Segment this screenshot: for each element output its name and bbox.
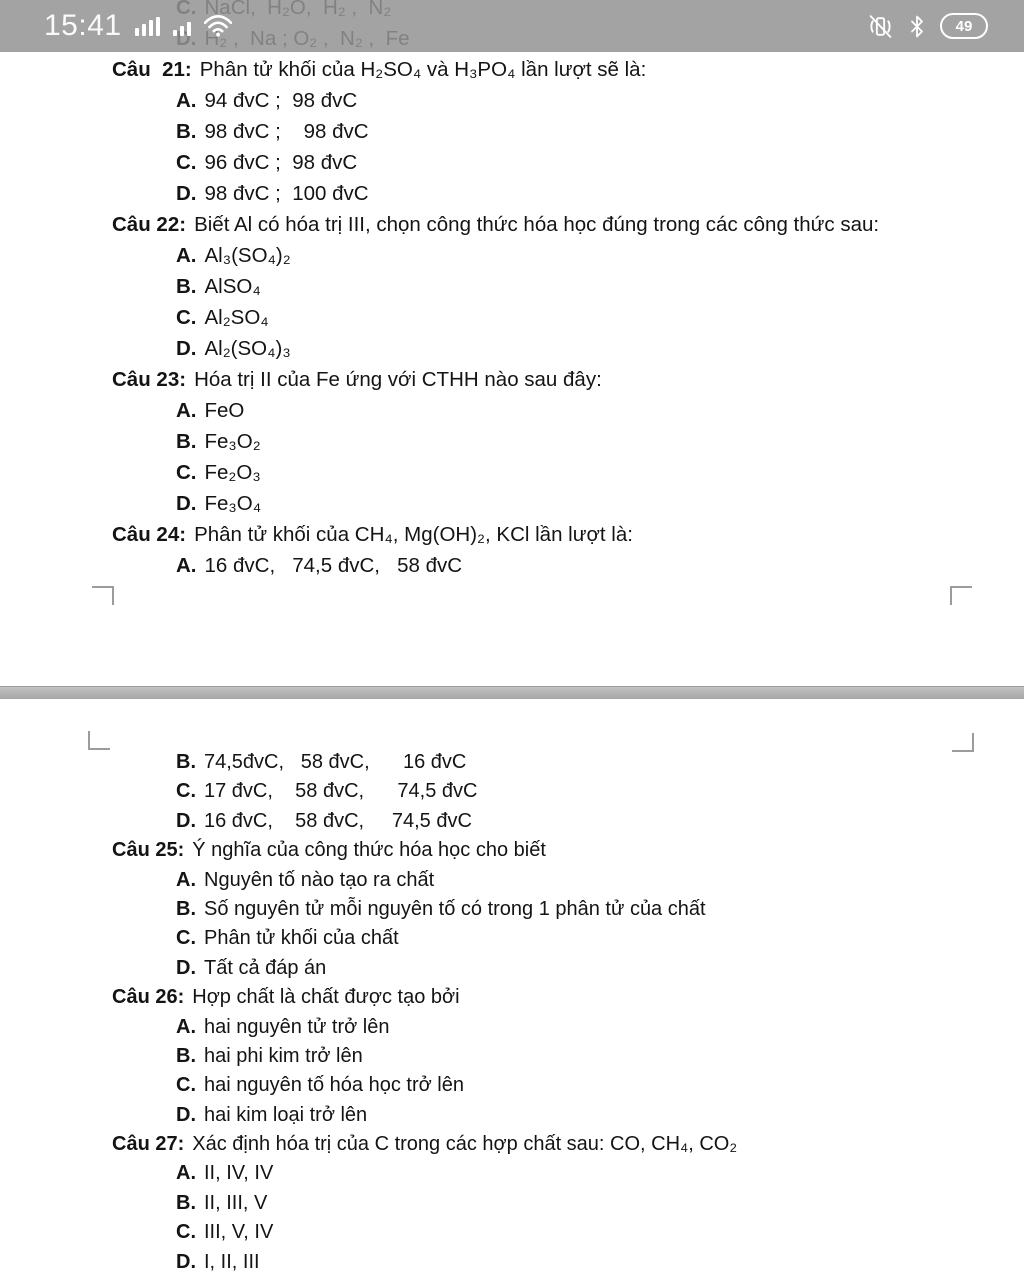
option-text: Al₂(SO₄)₃ [204,337,291,360]
option-line [0,1189,1024,1218]
option-line [0,1042,1024,1071]
option-text: III, V, IV [204,1221,274,1244]
question-number: Câu 22: [112,213,187,236]
option-line [0,1159,1024,1188]
option-letter: D. [176,956,196,979]
option-letter: A. [176,1162,196,1185]
status-left-cluster [44,9,232,43]
option-letter: D. [176,492,197,515]
option-letter: B. [176,751,196,773]
option-line [0,457,1024,488]
option-line [0,426,1024,457]
status-right-cluster [867,13,988,39]
option-line [0,807,1024,836]
question-line [0,209,1024,240]
option-text: AlSO₄ [204,275,261,298]
option-letter: B. [176,275,197,298]
option-letter: A. [176,868,196,891]
vibrate-mute-icon [867,14,894,39]
option-text: 16 đvC, 58 đvC, 74,5 đvC [204,809,472,832]
option-letter: C. [176,461,197,484]
option-letter: B. [176,430,197,453]
option-text: hai phi kim trở lên [204,1044,363,1067]
option-text: Số nguyên tử mỗi nguyên tố có trong 1 phân tử của chất [204,897,706,920]
question-number: Câu 25: [112,839,185,862]
option-letter: D. [176,1250,196,1273]
option-letter: A. [176,399,197,422]
option-letter: D. [176,1103,196,1126]
question-text: Phân tử khối của H₂SO₄ và H₃PO₄ lần lượt sẽ là: [199,58,647,81]
option-text: hai nguyên tử trở lên [204,1015,390,1038]
option-text: Tất cả đáp án [204,956,327,979]
option-letter: C. [176,1074,196,1097]
option-text: Al₃(SO₄)₂ [204,244,291,267]
signal-bars-2-icon [173,16,191,36]
option-line [0,1248,1024,1277]
option-text: 17 đvC, 58 đvC, 74,5 đvC [204,780,478,803]
question-text: Biết Al có hóa trị III, chọn công thức hóa học đúng trong các công thức sau: [194,213,880,236]
option-line [0,895,1024,924]
question-number: Câu 24: [112,523,187,546]
question-number: Câu 27: [112,1133,185,1156]
option-text: Nguyên tố nào tạo ra chất [204,868,435,891]
question-line [0,983,1024,1012]
option-line [0,271,1024,302]
option-text: 94 đvC ; 98 đvC [204,89,358,112]
option-letter: C. [176,780,196,803]
option-text: 98 đvC ; 98 đvC [204,120,369,143]
option-line [0,333,1024,364]
option-letter: D. [176,337,197,360]
option-text: 98 đvC ; 100 đvC [204,182,369,205]
option-text: II, III, V [204,1191,268,1214]
option-text: 74,5đvC, 58 đvC, 16 đvC [204,751,467,773]
option-text: Phân tử khối của chất [204,927,399,950]
option-letter: A. [176,244,197,267]
option-line [0,1218,1024,1247]
option-line [0,302,1024,333]
option-line [0,395,1024,426]
question-text: Phân tử khối của CH₄, Mg(OH)₂, KCl lần lượt là: [194,523,633,546]
option-letter: B. [176,897,196,920]
question-text: Hóa trị II của Fe ứng với CTHH nào sau đây: [194,368,602,391]
option-line [0,866,1024,895]
option-letter: C. [176,151,197,174]
option-line [0,1101,1024,1130]
option-text: hai nguyên tố hóa học trở lên [204,1074,464,1097]
option-text: Fe₃O₄ [204,492,262,515]
option-letter: B. [176,120,197,143]
question-line [0,364,1024,395]
page-divider [0,686,1024,699]
option-line [0,116,1024,147]
option-line [0,954,1024,983]
option-line [0,147,1024,178]
option-text: Fe₂O₃ [204,461,261,484]
option-text: I, II, III [204,1250,260,1273]
option-letter: B. [176,1191,196,1214]
option-line [0,777,1024,806]
option-line [0,178,1024,209]
clock: 15:41 [44,9,122,42]
option-line [0,1013,1024,1042]
option-text: Al₂SO₄ [204,306,269,329]
option-text: hai kim loại trở lên [204,1103,368,1126]
question-text: Xác định hóa trị của C trong các hợp chất sau: CO, CH₄, CO₂ [192,1133,738,1156]
option-line [0,240,1024,271]
option-line [0,488,1024,519]
question-line [0,54,1024,85]
option-text: FeO [204,399,245,422]
question-line [0,1130,1024,1159]
question-number: Câu 21: [112,58,192,81]
option-text: 16 đvC, 74,5 đvC, 58 đvC [204,554,463,577]
option-text: Fe₃O₂ [204,430,261,453]
scanned-page-2 [0,748,1024,1277]
question-number: Câu 26: [112,986,185,1009]
option-letter: A. [176,554,197,577]
option-letter: D. [176,809,196,832]
option-letter: C. [176,927,196,950]
question-number: Câu 23: [112,368,187,391]
question-text: Hợp chất là chất được tạo bởi [192,986,460,1009]
question-text: Ý nghĩa của công thức hóa học cho biết [192,839,546,862]
bluetooth-icon [909,15,925,38]
signal-bars-icon [135,16,160,36]
scanned-page-1 [0,0,1024,581]
crop-mark [92,586,114,605]
option-letter: D. [176,182,197,205]
option-line [0,550,1024,581]
crop-mark [950,586,972,605]
battery-indicator: 49 [940,13,988,39]
option-letter: C. [176,306,197,329]
option-line [0,748,1024,777]
option-letter: A. [176,1015,196,1038]
option-line [0,85,1024,116]
option-text: II, IV, IV [204,1162,274,1185]
option-letter: A. [176,89,197,112]
question-line [0,519,1024,550]
wifi-icon [204,15,232,37]
option-line [0,924,1024,953]
option-letter: B. [176,1044,196,1067]
option-text: 96 đvC ; 98 đvC [204,151,358,174]
question-line [0,836,1024,865]
option-line [0,1071,1024,1100]
status-bar[interactable] [0,0,1024,52]
option-letter: C. [176,1221,196,1244]
